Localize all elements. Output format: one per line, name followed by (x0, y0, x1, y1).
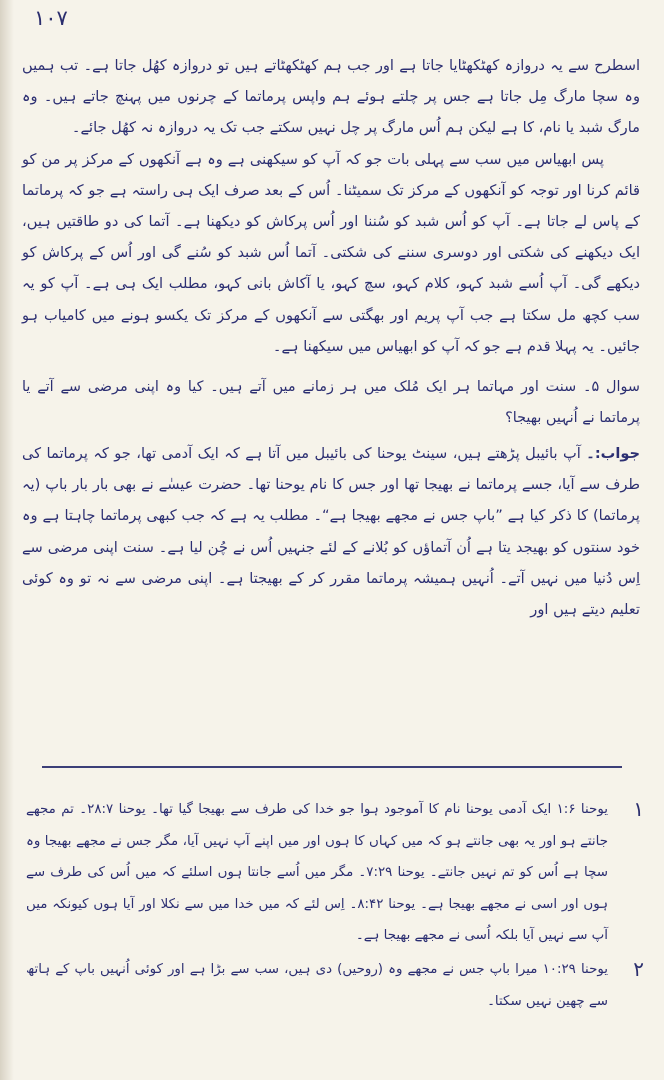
footnote-1 (26, 794, 644, 952)
footnote-2 (26, 954, 644, 1017)
paragraph-2: پس ابھیاس میں سب سے پہلی بات جو کہ آپ کو سیکھنی ہے وہ ہے آنکھوں کے مرکز پر من کو قائم کرنا اور توجہ کو آنکھوں کے مرکز تک سمیٹنا۔ اُس کے بعد صرف ایک ہی راستہ ہے جو کہ پرماتما کے پاس لے جاتا ہے۔ آپ کو اُس شبد کو سُننا اور اُس پرکاش کو دیکھنا ہے۔ آتما کی دو طاقتیں ہیں، ایک دیکھنے کی شکتی اور دوسری سننے کی شکتی۔ آتما اُس شبد کو سُنے گی اور اُس کے پرکاش کو دیکھے گی۔ آپ اُسے شبد کہو، کلام کہو، سچ کہو، یا آکاش بانی کہو، مطلب ایک ہی ہے۔ آپ کو یہ سب کچھ مل سکتا ہے جب آپ پریم اور بھگتی سے آنکھوں کے مرکز تک یکسو ہونے میں کامیاب ہو جائیں۔ یہ پہلا قدم ہے جو کہ آپ کو ابھیاس میں سیکھنا ہے۔ (22, 150, 640, 355)
footnote-text: یوحنا ۱۰:۲۹ میرا باپ جس نے مجھے وہ (روحیں) دی ہیں، سب سے بڑا ہے اور کوئی اُنہیں باپ کے ہاتھ سے چھین نہیں سکتا۔ (26, 961, 608, 1009)
answer-paragraph (22, 438, 640, 625)
answer-label: جواب:۔ (586, 445, 640, 463)
answer-text: آپ بائیبل پڑھتے ہیں، سینٹ یوحنا کی بائیبل میں آتا ہے کہ ایک آدمی تھا، جو کہ پرماتما کی طرف سے آیا، جسے پرماتما نے بھیجا تھا اور جس کا نام یوحنا تھا۔ حضرت عیسٰے نے بھی بار بار باپ (یہ پرماتما) کا ذکر کیا ہے ”باپ جس نے مجھے بھیجا ہے“۔ مطلب یہ ہے کہ جب کبھی پرماتما چاہتا ہے وہ خود سنتوں کو بھیجد یتا ہے اُن آتماؤں کو بُلانے کے لئے جنہیں اُس نے چُن لیا ہے۔ سنت اپنی مرضی سے اِس دُنیا میں نہیں آتے۔ اُنہیں ہمیشہ پرماتما مقرر کر کے بھیجتا ہے۔ اپنی مرضی سے نہ تو وہ کوئی تعلیم دیتے ہیں اور (22, 445, 640, 619)
question-5: سوال ۵۔ سنت اور مہاتما ہر ایک مُلک میں ہر زمانے میں آتے ہیں۔ کیا وہ اپنی مرضی سے آتے یا پرماتما نے اُنہیں بھیجا؟ (22, 379, 640, 427)
page-number: ۱۰۷ (34, 6, 68, 30)
main-text (22, 50, 640, 625)
paragraph-1: اسطرح سے یہ دروازہ کھٹکھٹایا جاتا ہے اور جب ہم کھٹکھٹاتے ہیں تو دروازہ کھُل جاتا ہے۔ تب ہمیں وہ سچا مارگ مِل جاتا ہے جس پر چلتے ہوئے ہم واپس پرماتما کے چرنوں میں پہنچ جاتے ہیں۔ وہ مارگ شبد یا نام، کا ہے لیکن ہم اُس مارگ پر چل نہیں سکتے جب تک یہ دروازہ نہ کھُل جائے۔ (22, 57, 640, 137)
footnote-marker: ۱ (633, 797, 644, 821)
footnotes (26, 794, 644, 1017)
footnote-divider (42, 766, 622, 768)
footnote-marker: ۲ (633, 956, 644, 981)
footnote-text: یوحنا ۱:۶ ایک آدمی یوحنا نام کا آموجود ہوا جو خدا کی طرف سے بھیجا گیا تھا۔ یوحنا ۲۸:۷۔ تم مجھے جانتے ہو اور یہ بھی جانتے ہو کہ میں کہاں کا ہوں اور میں اپنے آپ نہیں آیا، مگر جس نے مجھے بھیجا وہ سچا ہے اُس کو تم نہیں جانتے۔ یوحنا ۷:۲۹۔ مگر میں اُسے جانتا ہوں اسلئے کہ میں اُس کی طرف سے ہوں اور اسی نے مجھے بھیجا ہے۔ یوحنا ۸:۴۲۔ اِس لئے کہ میں خدا میں سے نکلا اور آیا ہوں کیونکہ میں آپ سے نہیں آیا بلکہ اُسی نے مجھے بھیجا ہے۔ (26, 802, 609, 944)
